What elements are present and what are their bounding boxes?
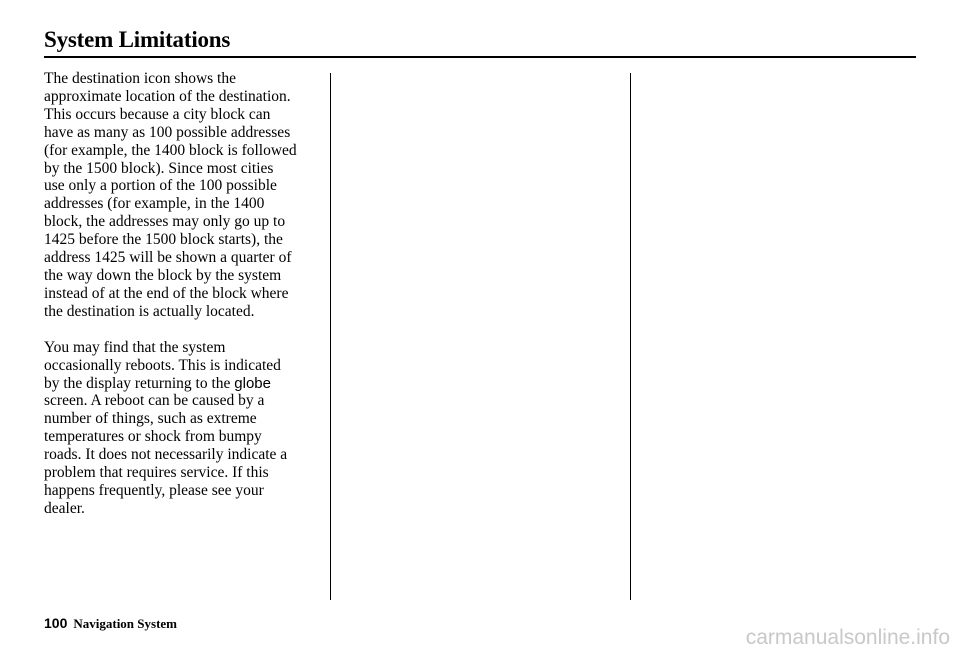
text-line: screen. A reboot can be caused by a: [44, 392, 265, 410]
text-line: instead of at the end of the block where: [44, 284, 289, 302]
text-line: You may find that the system: [44, 338, 226, 356]
page-footer: [44, 615, 177, 633]
text-line: 1425 before the 1500 block starts), the: [44, 231, 283, 249]
text-line: roads. It does not necessarily indicate a: [44, 446, 288, 464]
text-line: (for example, the 1400 block is followed: [44, 141, 297, 159]
text-line: happens frequently, please see your: [44, 481, 264, 499]
text-line: addresses (for example, in the 1400: [44, 195, 265, 213]
text-line: the destination is actually located.: [44, 302, 255, 320]
paragraph-destination-icon: [44, 70, 324, 321]
page-number: 100: [44, 615, 68, 631]
text-line: address 1425 will be shown a quarter of: [44, 249, 292, 267]
text-line: dealer.: [44, 499, 85, 517]
text-line: The destination icon shows the: [44, 70, 236, 87]
text-line: occasionally reboots. This is indicated: [44, 356, 281, 374]
title-rule: [44, 56, 916, 58]
globe-screen-term: globe: [234, 374, 271, 392]
column-divider-left: [330, 73, 331, 600]
text-line: problem that requires service. If this: [44, 464, 269, 482]
footer-section-label: Navigation System: [73, 616, 177, 631]
text-line: by the 1500 block). Since most cities: [44, 159, 274, 177]
watermark: carmanualsonline.info: [745, 626, 950, 649]
text-line: have as many as 100 possible addresses: [44, 123, 291, 141]
paragraph-system-reboots: [44, 339, 324, 518]
text-line: number of things, such as extreme: [44, 410, 257, 428]
page-title: System Limitations: [44, 27, 231, 52]
body-column: [44, 70, 324, 536]
text-line: This occurs because a city block can: [44, 105, 271, 123]
column-divider-right: [630, 73, 631, 600]
text-line: the way down the block by the system: [44, 266, 282, 284]
text-line: use only a portion of the 100 possible: [44, 177, 277, 195]
text-line: temperatures or shock from bumpy: [44, 428, 262, 446]
text-line: approximate location of the destination.: [44, 87, 291, 105]
text-line-prefix: by the display returning to the: [44, 374, 235, 392]
text-line: [44, 375, 324, 393]
text-line: block, the addresses may only go up to: [44, 213, 286, 231]
